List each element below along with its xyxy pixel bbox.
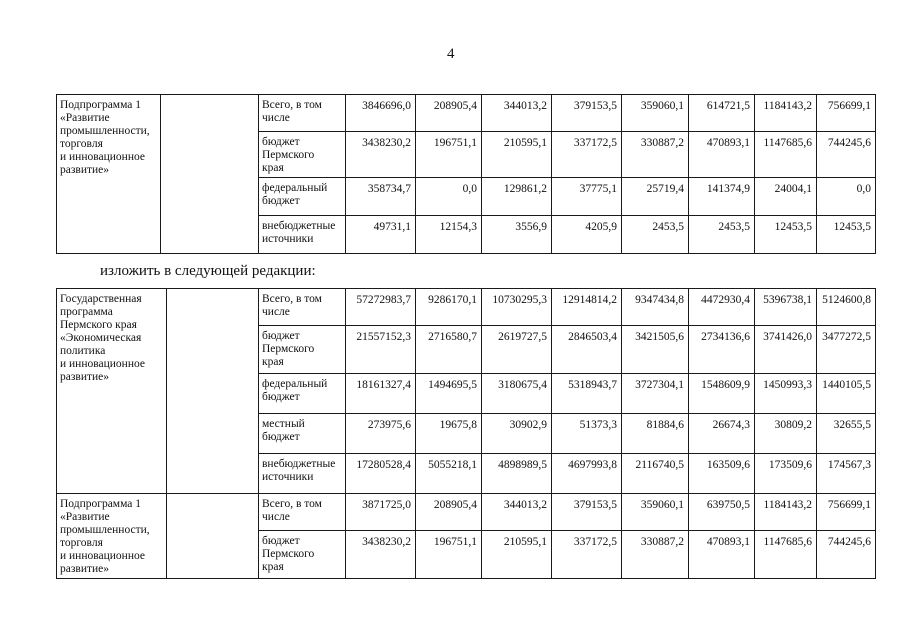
- value-cell: 37775,1: [552, 178, 622, 216]
- value-cell: 1450993,3: [755, 374, 817, 414]
- value-cell: 3180675,4: [482, 374, 552, 414]
- value-cell: 5055218,1: [416, 454, 482, 494]
- value-cell: 4205,9: [552, 216, 622, 254]
- value-cell: 2116740,5: [622, 454, 689, 494]
- value-cell: 174567,3: [817, 454, 876, 494]
- value-cell: 12453,5: [817, 216, 876, 254]
- value-cell: 32655,5: [817, 414, 876, 454]
- value-cell: 26674,3: [689, 414, 755, 454]
- value-cell: 0,0: [817, 178, 876, 216]
- value-cell: 379153,5: [552, 95, 622, 132]
- value-cell: 330887,2: [622, 531, 689, 579]
- value-cell: 4697993,8: [552, 454, 622, 494]
- value-cell: 129861,2: [482, 178, 552, 216]
- value-cell: 196751,1: [416, 132, 482, 178]
- value-cell: 30809,2: [755, 414, 817, 454]
- value-cell: 9347434,8: [622, 289, 689, 326]
- funding-source-cell: федеральный бюджет: [259, 374, 346, 414]
- value-cell: 17280528,4: [346, 454, 416, 494]
- value-cell: 1184143,2: [755, 494, 817, 531]
- value-cell: 744245,6: [817, 132, 876, 178]
- table-after: [56, 288, 876, 579]
- value-cell: 21557152,3: [346, 326, 416, 374]
- value-cell: 49731,1: [346, 216, 416, 254]
- value-cell: 337172,5: [552, 132, 622, 178]
- funding-source-cell: внебюджетные источники: [259, 216, 346, 254]
- value-cell: 330887,2: [622, 132, 689, 178]
- value-cell: 2734136,6: [689, 326, 755, 374]
- value-cell: 141374,9: [689, 178, 755, 216]
- value-cell: 196751,1: [416, 531, 482, 579]
- value-cell: 12453,5: [755, 216, 817, 254]
- value-cell: 1548609,9: [689, 374, 755, 414]
- table-row: [57, 95, 876, 132]
- value-cell: 5318943,7: [552, 374, 622, 414]
- value-cell: 81884,6: [622, 414, 689, 454]
- value-cell: 2453,5: [689, 216, 755, 254]
- empty-cell: [167, 494, 259, 579]
- value-cell: 5124600,8: [817, 289, 876, 326]
- value-cell: 756699,1: [817, 494, 876, 531]
- value-cell: 25719,4: [622, 178, 689, 216]
- value-cell: 359060,1: [622, 95, 689, 132]
- value-cell: 0,0: [416, 178, 482, 216]
- value-cell: 1494695,5: [416, 374, 482, 414]
- value-cell: 4898989,5: [482, 454, 552, 494]
- value-cell: 1440105,5: [817, 374, 876, 414]
- program-name-cell: Государственная программа Пермского края «Экономическая политика и инновационное развитие»: [57, 289, 167, 494]
- funding-source-cell: бюджет Пермского края: [259, 326, 346, 374]
- value-cell: 1147685,6: [755, 132, 817, 178]
- value-cell: 9286170,1: [416, 289, 482, 326]
- value-cell: 3871725,0: [346, 494, 416, 531]
- program-name-cell: Подпрограмма 1 «Развитие промышленности, торговля и инновационное развитие»: [57, 494, 167, 579]
- value-cell: 358734,7: [346, 178, 416, 216]
- funding-source-cell: Всего, в том числе: [259, 494, 346, 531]
- table-row: [57, 289, 876, 326]
- amendment-lead-text: изложить в следующей редакции:: [100, 263, 316, 279]
- value-cell: 756699,1: [817, 95, 876, 132]
- value-cell: 3477272,5: [817, 326, 876, 374]
- value-cell: 208905,4: [416, 494, 482, 531]
- value-cell: 344013,2: [482, 494, 552, 531]
- value-cell: 19675,8: [416, 414, 482, 454]
- value-cell: 744245,6: [817, 531, 876, 579]
- value-cell: 639750,5: [689, 494, 755, 531]
- funding-source-cell: федеральный бюджет: [259, 178, 346, 216]
- value-cell: 12154,3: [416, 216, 482, 254]
- page-number: 4: [447, 46, 455, 62]
- table-row: [57, 494, 876, 531]
- value-cell: 30902,9: [482, 414, 552, 454]
- value-cell: 3727304,1: [622, 374, 689, 414]
- funding-source-cell: бюджет Пермского края: [259, 531, 346, 579]
- table-before: [56, 94, 876, 254]
- value-cell: 173509,6: [755, 454, 817, 494]
- value-cell: 2619727,5: [482, 326, 552, 374]
- value-cell: 208905,4: [416, 95, 482, 132]
- value-cell: 24004,1: [755, 178, 817, 216]
- value-cell: 163509,6: [689, 454, 755, 494]
- empty-cell: [161, 95, 259, 254]
- empty-cell: [167, 289, 259, 494]
- value-cell: 1147685,6: [755, 531, 817, 579]
- value-cell: 379153,5: [552, 494, 622, 531]
- program-name-cell: Подпрограмма 1 «Развитие промышленности, торговля и инновационное развитие»: [57, 95, 161, 254]
- funding-source-cell: Всего, в том числе: [259, 95, 346, 132]
- value-cell: 2846503,4: [552, 326, 622, 374]
- value-cell: 1184143,2: [755, 95, 817, 132]
- value-cell: 337172,5: [552, 531, 622, 579]
- value-cell: 3421505,6: [622, 326, 689, 374]
- funding-source-cell: Всего, в том числе: [259, 289, 346, 326]
- value-cell: 210595,1: [482, 531, 552, 579]
- value-cell: 614721,5: [689, 95, 755, 132]
- value-cell: 10730295,3: [482, 289, 552, 326]
- value-cell: 3556,9: [482, 216, 552, 254]
- value-cell: 57272983,7: [346, 289, 416, 326]
- value-cell: 51373,3: [552, 414, 622, 454]
- value-cell: 12914814,2: [552, 289, 622, 326]
- value-cell: 344013,2: [482, 95, 552, 132]
- value-cell: 470893,1: [689, 531, 755, 579]
- value-cell: 3741426,0: [755, 326, 817, 374]
- value-cell: 3846696,0: [346, 95, 416, 132]
- value-cell: 2453,5: [622, 216, 689, 254]
- value-cell: 470893,1: [689, 132, 755, 178]
- value-cell: 3438230,2: [346, 132, 416, 178]
- value-cell: 5396738,1: [755, 289, 817, 326]
- value-cell: 273975,6: [346, 414, 416, 454]
- value-cell: 3438230,2: [346, 531, 416, 579]
- funding-source-cell: внебюджетные источники: [259, 454, 346, 494]
- value-cell: 4472930,4: [689, 289, 755, 326]
- funding-source-cell: бюджет Пермского края: [259, 132, 346, 178]
- value-cell: 18161327,4: [346, 374, 416, 414]
- value-cell: 359060,1: [622, 494, 689, 531]
- value-cell: 210595,1: [482, 132, 552, 178]
- value-cell: 2716580,7: [416, 326, 482, 374]
- funding-source-cell: местный бюджет: [259, 414, 346, 454]
